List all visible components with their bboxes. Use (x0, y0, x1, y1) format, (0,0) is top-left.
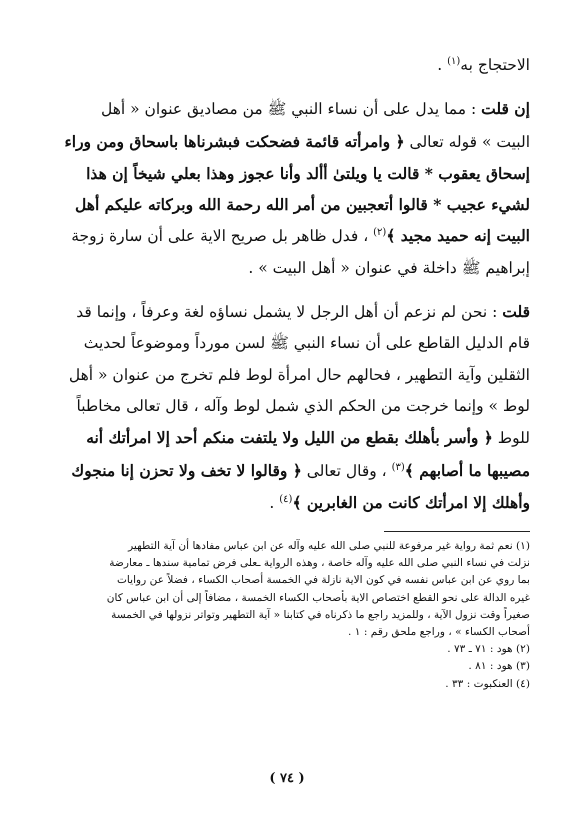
footnote-line: (١) نعم ثمة رواية غير مرفوعة للنبي صلى الله عليه وآله عن ابن عباس مفادها أن آية التطهير (128, 540, 530, 552)
reply-paragraph (52, 296, 530, 519)
text-line (52, 422, 530, 454)
footnote-line: أصحاب الكساء » ، وراجع ملحق رقم : ١ . (348, 626, 530, 639)
text-line: الثقلين وآية التطهير ، فحالهم حال امرأة لوط فلم تخرج من عنوان « أهل (68, 365, 530, 384)
text-span: : نحن لم نزعم أن أهل الرجل لا يشمل نساؤه لغة وعرفاً ، وإنما قد (76, 303, 503, 322)
text-span: . (269, 493, 280, 512)
main-text (52, 50, 530, 519)
text-line: إبراهيم ﷺ داخلة في عنوان « أهل البيت » . (248, 258, 530, 277)
footnote-reference: (٣) (391, 461, 405, 473)
footnote-line: (٣) هود : ٨١ . (468, 660, 530, 673)
quran-quote: البيت إنه حميد مجيد ﴾ (386, 226, 530, 246)
text-span: الاحتجاج به (460, 56, 530, 74)
quran-quote-line: لشيء عجيب * قالوا أتعجبين من أمر الله رحمة الله وبركاته عليكم أهل (75, 195, 530, 215)
footnote-divider (384, 531, 530, 532)
footnote-line: (٢) هود : ٧١ ـ ٧٣ . (447, 643, 530, 656)
text-line (52, 487, 530, 519)
objection-paragraph (52, 93, 530, 284)
text-line: قام الدليل القاطع على أن نساء النبي ﷺ لسن مورداً وموضوعاً لحديث (83, 334, 530, 353)
footnote-line: (٤) العنكبوت : ٣٣ . (445, 677, 530, 690)
text-span: البيت » قوله تعالى (404, 132, 530, 151)
text-line (52, 455, 530, 487)
page-number: ( ٧٤ ) (269, 771, 305, 786)
text-span: : مما يدل على أن نساء النبي ﷺ من مصاديق عنوان « أهل (100, 100, 482, 119)
footnote-line: نزلت في نساء النبي صلى الله عليه وآله خاصة ، وهذه الرواية ـعلى فرض تمامية سندها ـ معارضة (109, 557, 530, 570)
text-line (52, 126, 530, 158)
text-span: ، فدل ظاهر بل صريح الاية على أن سارة زوجة (71, 227, 374, 246)
quran-quote: مصيبها ما أصابهم ﴾ (404, 460, 530, 480)
opening-fragment (52, 50, 530, 81)
quran-quote: ﴿ وأسر بأهلك بقطع من الليل ولا يلتفت منكم أحد إلا امرأتك أنه (86, 428, 493, 448)
text-line (52, 220, 530, 252)
text-span: . (437, 56, 448, 74)
footnote-line: صغيراً وقت نزول الآية ، وللمزيد راجع ما ذكرناه في كتابنا « آية التطهير وتواتر نزولها في الخمسة (111, 608, 530, 621)
text-line (52, 93, 530, 125)
reply-label: قلت (502, 302, 530, 322)
text-line: لوط » وإنما خرجت من الحكم الذي شمل لوط وآله ، قال تعالى مخاطباً (76, 396, 530, 415)
objection-label: إن قلت (481, 99, 530, 119)
footnote-reference: (٢) (373, 227, 387, 239)
footnotes (52, 538, 530, 693)
footnote-line: بما روي عن ابن عباس نفسه في كون الاية نازلة في الخمسة أصحاب الكساء ، فضلاً عن روايات (116, 574, 530, 587)
text-line (52, 296, 530, 328)
quran-quote: ﴿ وامرأته قائمة فضحكت فبشرناها باسحاق ومن وراء (64, 131, 405, 151)
footnote-reference: (٤) (279, 493, 293, 505)
footnote-reference: (١) (447, 55, 461, 67)
quran-quote: ﴿ وقالوا لا تخف ولا تحزن إنا منجوك (71, 460, 302, 480)
text-line (52, 50, 530, 81)
text-span: ، وقال تعالى (301, 461, 392, 480)
footnote-line: غيره الدالة على نحو القطع اختصاص الاية بأصحاب الكساء الخمسة ، مضافاً إلى أن ابن عباس كان (106, 591, 530, 604)
text-span: للوط (492, 429, 530, 448)
quran-quote: وأهلك إلا امرأتك كانت من الغابرين ﴾ (292, 492, 530, 512)
quran-quote-line: إسحاق يعقوب * قالت يا ويلتىٰ أألد وأنا عجوز وهذا بعلي شيخاً إن هذا (86, 163, 530, 183)
